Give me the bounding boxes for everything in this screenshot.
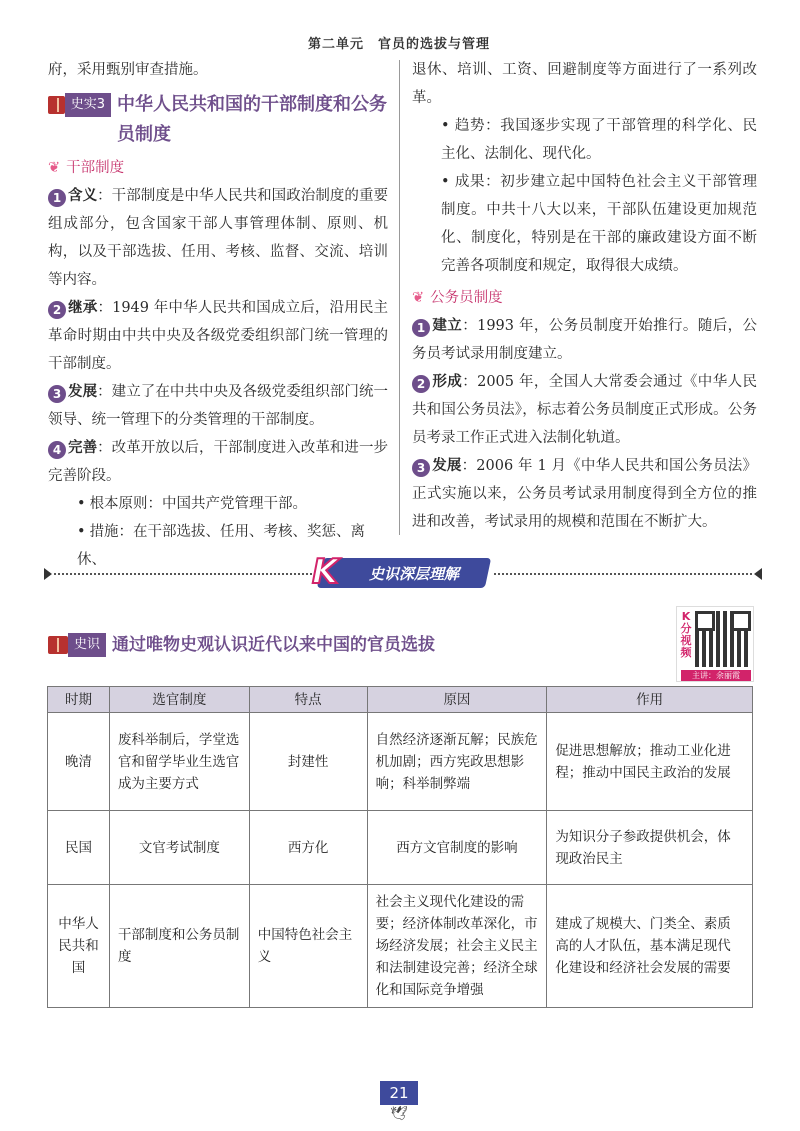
banner-text: 史识深层理解 <box>368 565 459 583</box>
bullet-text: 趋势：我国逐步实现了干部管理的科学化、民主化、法制化、现代化。 <box>441 118 757 162</box>
section-tag: 史实3 <box>65 93 111 117</box>
item-text: ：2005 年，全国人大常委会通过《中华人民共和国公务员法》，标志着公务员制度正式形成。公务员考录工作正式进入法制化轨道。 <box>412 374 757 446</box>
table-cell: 建成了规模大、门类全、素质高的人才队伍，基本满足现代化建设和经济社会发展的需要 <box>547 885 753 1008</box>
sub-heading-text: 公务员制度 <box>430 290 503 306</box>
left-column <box>48 56 388 574</box>
section-banner <box>44 552 762 592</box>
table-row <box>48 811 753 885</box>
item-text: ：1949 年中华人民共和国成立后，沿用民主革命时期由中共中央及各级党委组织部门统一管理的干部制度。 <box>48 300 388 372</box>
item-text: ：改革开放以后，干部制度进入改革和进一步完善阶段。 <box>48 440 389 484</box>
number-badge: 3 <box>48 385 66 403</box>
table-cell: 干部制度和公务员制度 <box>109 885 249 1008</box>
arrow-right-icon <box>754 568 762 580</box>
leaf-icon: ❦ <box>412 290 425 306</box>
section-title: 通过唯物史观认识近代以来中国的官员选拔 <box>112 635 436 655</box>
leaf-icon: ❦ <box>48 160 61 176</box>
sub-heading-text: 干部制度 <box>66 160 125 176</box>
header-title: 官员的选拔与管理 <box>378 37 491 52</box>
keyword: 建立 <box>432 318 463 334</box>
keyword: 继承 <box>68 300 98 316</box>
number-badge: 2 <box>412 375 430 393</box>
table-cell: 促进思想解放；推动工业化进程；推动中国民主政治的发展 <box>547 713 753 811</box>
list-item <box>412 452 757 536</box>
item-text: ：1993 年，公务员制度开始推行。随后，公务员考试录用制度建立。 <box>412 318 757 362</box>
bullet-text: 成果：初步建立起中国特色社会主义干部管理制度。中共十八大以来，干部队伍建设更加规范化、制度化，特别是在干部的廉政建设方面不断完善各项制度和规定，取得很大成绩。 <box>441 174 757 274</box>
number-badge: 4 <box>48 441 66 459</box>
table-row <box>48 713 753 811</box>
column-header: 特点 <box>249 687 367 713</box>
section-heading <box>48 630 435 660</box>
bullet-text: 措施：在干部选拔、任用、考核、奖惩、离休、 <box>77 524 366 568</box>
right-column <box>412 56 757 536</box>
table-cell: 西方文官制度的影响 <box>367 811 547 885</box>
table-cell: 废科举制后，学堂选官和留学毕业生选官成为主要方式 <box>109 713 249 811</box>
number-badge: 3 <box>412 459 430 477</box>
column-divider <box>399 60 400 535</box>
qr-code-icon <box>695 611 751 667</box>
list-item <box>48 378 388 434</box>
comparison-table <box>47 686 753 1008</box>
keyword: 含义 <box>68 188 98 204</box>
k-logo-icon: K <box>312 552 339 592</box>
table-cell: 文官考试制度 <box>109 811 249 885</box>
paragraph: 府，采用甄别审查措施。 <box>48 62 208 78</box>
book-icon <box>48 636 68 654</box>
list-item <box>412 368 757 452</box>
item-text: ：建立了在中共中央及各级党委组织部门统一领导、统一管理下的分类管理的干部制度。 <box>48 384 389 428</box>
bird-icon: 🕊 <box>390 1106 408 1122</box>
number-badge: 1 <box>48 189 66 207</box>
keyword: 完善 <box>68 440 98 456</box>
bullet-text: 根本原则：中国共产党管理干部。 <box>89 496 308 512</box>
keyword: 发展 <box>68 384 98 400</box>
column-header: 原因 <box>367 687 547 713</box>
video-qr-code[interactable] <box>676 606 754 682</box>
sub-heading <box>412 284 757 312</box>
list-item <box>48 434 388 490</box>
section-heading <box>48 90 388 150</box>
keyword: 发展 <box>432 458 462 474</box>
keyword: 形成 <box>432 374 463 390</box>
list-item <box>48 294 388 378</box>
bullet-item: • 根本原则：中国共产党管理干部。 <box>77 496 308 512</box>
table-cell: 自然经济逐渐瓦解；民族危机加剧；西方宪政思想影响；科举制弊端 <box>367 713 547 811</box>
dotted-rule <box>54 573 316 575</box>
column-header: 选官制度 <box>109 687 249 713</box>
paragraph: 退休、培训、工资、回避制度等方面进行了一系列改革。 <box>412 62 757 106</box>
table-cell: 中国特色社会主义 <box>249 885 367 1008</box>
table-cell: 民国 <box>48 811 110 885</box>
arrow-left-icon <box>44 568 52 580</box>
bullet-item: • 成果：初步建立起中国特色社会主义干部管理制度。中共十八大以来，干部队伍建设更加规范化、制度化，特别是在干部的廉政建设方面不断完善各项制度和规定，取得很大成绩。 <box>441 174 757 274</box>
table-cell: 社会主义现代化建设的需要；经济体制改革深化，市场经济发展；社会主义民主和法制建设完善；经济全球化和国际竞争增强 <box>367 885 547 1008</box>
table-cell: 为知识分子参政提供机会，体现政治民主 <box>547 811 753 885</box>
table-cell: 西方化 <box>249 811 367 885</box>
item-text: ：干部制度是中华人民共和国政治制度的重要组成部分，包含国家干部人事管理体制、原则、机构，以及干部选拔、任用、考核、监督、交流、培训等内容。 <box>48 188 389 288</box>
number-badge: 2 <box>48 301 66 319</box>
list-item <box>48 182 388 294</box>
header-unit: 第二单元 <box>307 37 364 52</box>
table-row <box>48 885 753 1008</box>
item-text: ：2006 年 1 月《中华人民共和国公务员法》正式实施以来，公务员考试录用制度得到全方位的推进和改善，考试录用的规模和范围在不断扩大。 <box>412 458 757 530</box>
book-icon <box>48 96 65 114</box>
bullet-item: • 措施：在干部选拔、任用、考核、奖惩、离休、 <box>77 524 366 568</box>
list-item <box>412 312 757 368</box>
qr-label: K分视频 <box>680 610 692 659</box>
table-cell: 封建性 <box>249 713 367 811</box>
section-tag: 史识 <box>68 633 106 657</box>
qr-caption: 主讲：余丽霞 <box>681 670 751 681</box>
dotted-rule <box>494 573 752 575</box>
table-header-row <box>48 687 753 713</box>
number-badge: 1 <box>412 319 430 337</box>
table-cell: 中华人民共和国 <box>48 885 110 1008</box>
sub-heading <box>48 154 388 182</box>
section-title: 中华人民共和国的干部制度和公务员制度 <box>117 94 388 145</box>
page-number: 21 <box>380 1081 418 1105</box>
column-header: 时期 <box>48 687 110 713</box>
running-header <box>294 33 504 57</box>
bullet-item: • 趋势：我国逐步实现了干部管理的科学化、民主化、法制化、现代化。 <box>441 118 757 162</box>
table-cell: 晚清 <box>48 713 110 811</box>
column-header: 作用 <box>547 687 753 713</box>
